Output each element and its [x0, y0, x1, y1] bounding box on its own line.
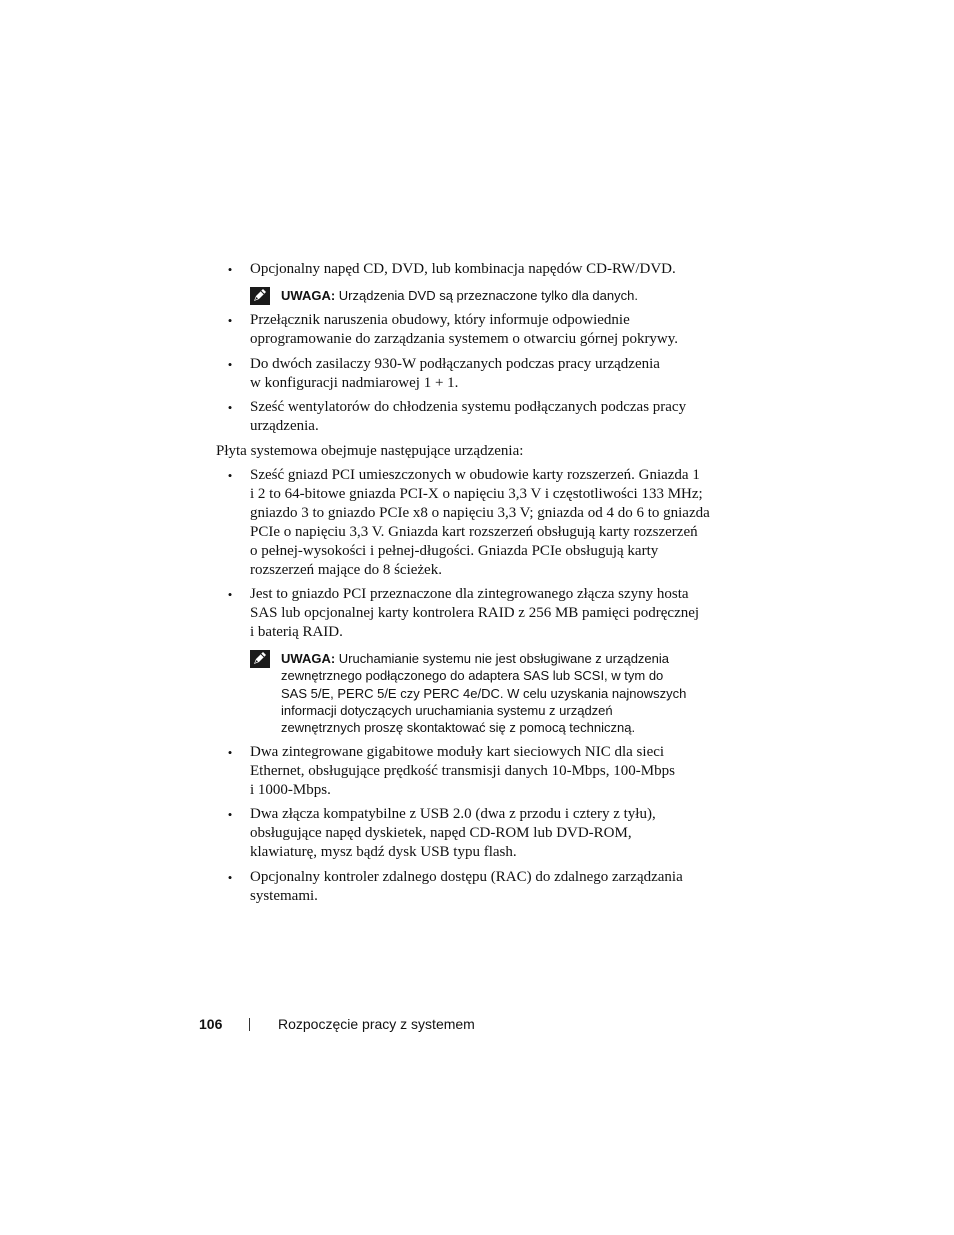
bullet-icon: • [227, 262, 233, 277]
note-body: zewnętrznego podłączonego do adaptera SAS lub SCSI, w tym do [281, 668, 664, 684]
list-item-text: Opcjonalny napęd CD, DVD, lub kombinacja napędów CD-RW/DVD. [250, 261, 676, 277]
list-item-text: Opcjonalny kontroler zdalnego dostępu (RAC) do zdalnego zarządzania [250, 869, 683, 885]
list-item-text: i 2 to 64-bitowe gniazda PCI-X o napięciu 3,3 V i częstotliwości 133 MHz; [250, 486, 703, 502]
note-body: Urządzenia DVD są przeznaczone tylko dla danych. [335, 288, 638, 303]
bullet-icon: • [227, 807, 233, 822]
note-text [281, 650, 686, 736]
note-body: zewnętrznych proszę skontaktować się z pomocą techniczną. [281, 720, 636, 736]
list-item [227, 398, 720, 436]
list-item-text: w konfiguracji nadmiarowej 1 + 1. [250, 375, 459, 391]
bullet-icon: • [227, 313, 233, 328]
list-item-text: rozszerzeń mające do 8 ścieżek. [250, 562, 442, 578]
list-item-text: SAS lub opcjonalnej karty kontrolera RAID z 256 MB pamięci podręcznej [250, 605, 700, 621]
list-item [227, 466, 720, 580]
page-number: 106 [199, 1016, 223, 1032]
bullet-icon: • [227, 587, 233, 602]
list-item-text: PCIe o napięciu 3,3 V. Gniazda kart rozszerzeń obsługują karty rozszerzeń [250, 524, 698, 540]
intro-paragraph: Płyta systemowa obejmuje następujące urządzenia: [216, 443, 524, 459]
note-label: UWAGA: [281, 651, 336, 666]
list-item-text: gniazdo 3 to gniazdo PCIe x8 o napięciu 3,3 V; gniazda od 4 do 6 to gniazda [250, 505, 710, 521]
list-item [227, 260, 720, 279]
list-item-text: klawiaturę, mysz bądź dysk USB typu flash. [250, 844, 517, 860]
list-item-text: obsługujące napęd dyskietek, napęd CD-ROM lub DVD-ROM, [250, 825, 632, 841]
note-text [281, 287, 638, 304]
list-item-text: Jest to gniazdo PCI przeznaczone dla zintegrowanego złącza szyny hosta [250, 586, 689, 602]
footer-title: Rozpoczęcie pracy z systemem [278, 1016, 475, 1032]
list-item [227, 355, 720, 393]
list-item [227, 585, 720, 642]
list-item-text: Dwa złącza kompatybilne z USB 2.0 (dwa z przodu i cztery z tyłu), [250, 806, 656, 822]
list-item-text: urządzenia. [250, 418, 319, 434]
list-item [227, 311, 720, 349]
list-item [227, 743, 720, 800]
list-item-text: Sześć gniazd PCI umieszczonych w obudowie karty rozszerzeń. Gniazda 1 [250, 467, 700, 483]
list-item-text: oprogramowanie do zarządzania systemem o otwarciu górnej pokrywy. [250, 331, 679, 347]
list-item-text: Ethernet, obsługujące prędkość transmisji danych 10-Mbps, 100-Mbps [250, 763, 675, 779]
list-item [227, 805, 720, 862]
note-body: SAS 5/E, PERC 5/E czy PERC 4e/DC. W celu uzyskania najnowszych [281, 685, 687, 701]
list-item-text: i 1000-Mbps. [250, 782, 331, 798]
list-item-text: o pełnej-wysokości i pełnej-długości. Gniazda PCIe obsługują karty [250, 543, 659, 559]
list-item-text: systemami. [250, 888, 318, 904]
list-item-text: Dwa zintegrowane gigabitowe moduły kart sieciowych NIC dla sieci [250, 744, 665, 760]
bullet-icon: • [227, 468, 233, 483]
pencil-note-icon [250, 287, 270, 305]
list-item-text: Sześć wentylatorów do chłodzenia systemu podłączanych podczas pracy [250, 399, 687, 415]
bullet-icon: • [227, 357, 233, 372]
note-label: UWAGA: [281, 288, 336, 303]
bullet-icon: • [227, 745, 233, 760]
list-item-text: Do dwóch zasilaczy 930-W podłączanych podczas pracy urządzenia [250, 356, 660, 372]
list-item-text: i baterią RAID. [250, 624, 343, 640]
footer-divider [249, 1018, 250, 1031]
note-body: Uruchamianie systemu nie jest obsługiwane z urządzenia [335, 651, 670, 666]
note-body: informacji dotyczących uruchamiania systemu z urządzeń [281, 702, 613, 718]
list-item [227, 868, 720, 906]
bullet-icon: • [227, 870, 233, 885]
pencil-note-icon [250, 650, 270, 668]
list-item-text: Przełącznik naruszenia obudowy, który informuje odpowiednie [250, 312, 630, 328]
bullet-icon: • [227, 400, 233, 415]
